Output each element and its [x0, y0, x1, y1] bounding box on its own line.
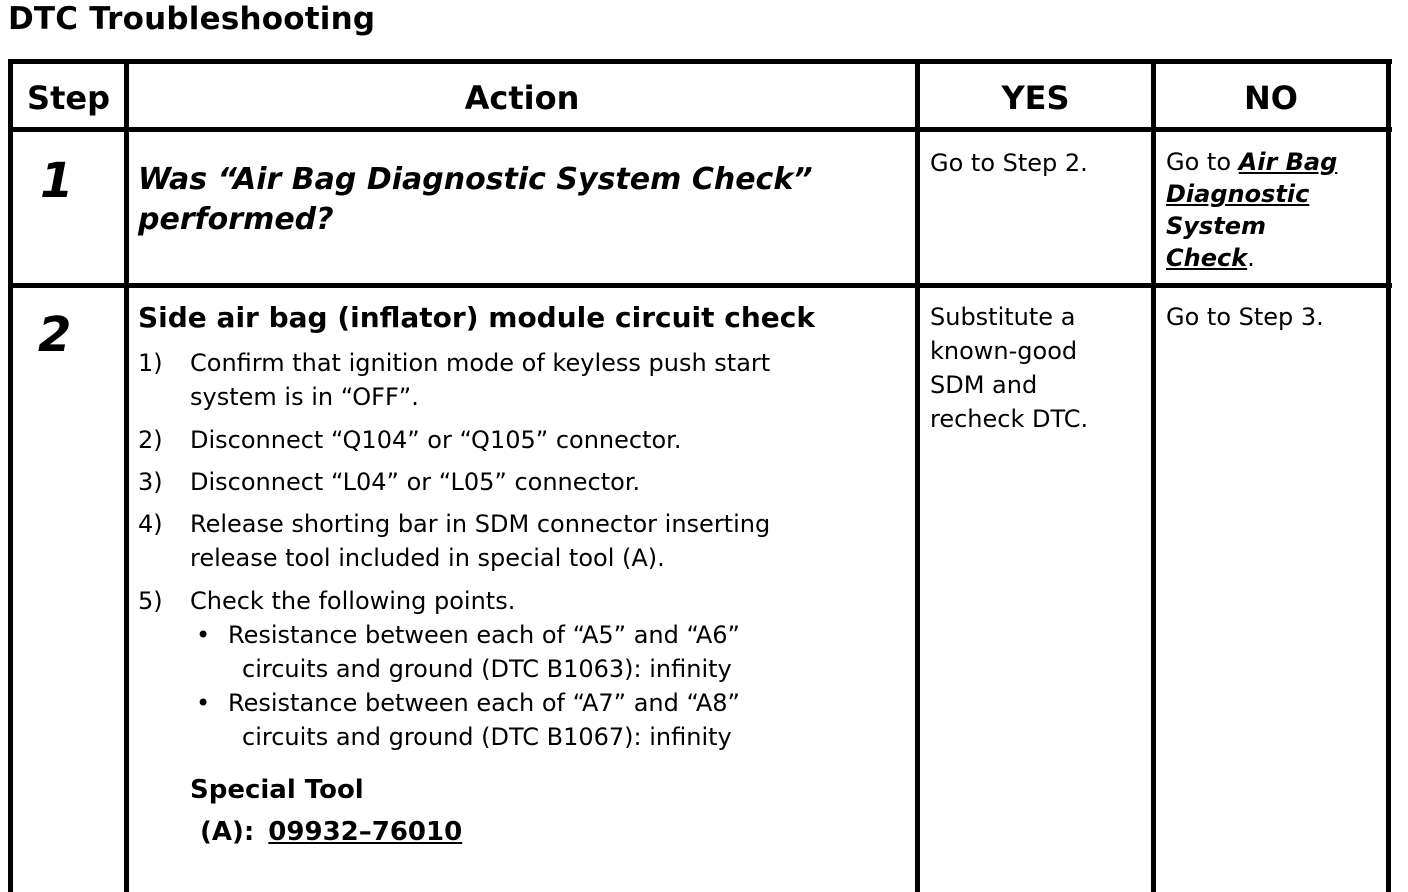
question-line: Was “Air Bag Diagnostic System Check” — [138, 162, 813, 197]
bullet-icon: • — [196, 621, 211, 649]
yes-line: recheck DTC. — [930, 405, 1089, 433]
special-tool-label: Special Tool — [190, 775, 364, 805]
step-number: 1 — [40, 153, 74, 209]
list-item: Disconnect “Q104” or “Q105” connector. — [190, 426, 682, 454]
bullet-item: Resistance between each of “A5” and “A6” — [228, 621, 740, 649]
special-tool-code-link[interactable]: 09932–76010 — [268, 817, 463, 847]
special-tool-ref — [200, 815, 462, 849]
no-line — [1166, 146, 1337, 178]
page-title: DTC Troubleshooting — [8, 1, 376, 37]
air-bag-system-check-link[interactable]: Diagnostic — [1166, 180, 1310, 208]
yes-cell-text — [930, 300, 1088, 436]
list-item-number: 3) — [138, 468, 163, 496]
header-step: Step — [27, 79, 110, 117]
air-bag-system-check-link[interactable]: System — [1166, 212, 1266, 240]
no-line — [1166, 242, 1255, 274]
header-no: NO — [1244, 79, 1298, 117]
list-item: Check the following points. — [190, 587, 516, 615]
row-divider — [8, 283, 1392, 288]
table-border-top — [8, 59, 1392, 64]
step-number: 2 — [38, 307, 72, 363]
bullet-item-continuation: circuits and ground (DTC B1067): infinity — [242, 723, 732, 751]
column-divider — [915, 59, 920, 892]
yes-line: known-good — [930, 337, 1078, 365]
bullet-item-continuation: circuits and ground (DTC B1063): infinity — [242, 655, 732, 683]
yes-cell-text: Go to Step 2. — [930, 149, 1088, 177]
air-bag-system-check-link[interactable]: Air Bag — [1238, 148, 1338, 176]
table-border-right — [1386, 59, 1391, 892]
no-cell-text — [1166, 146, 1337, 274]
list-item: Disconnect “L04” or “L05” connector. — [190, 468, 641, 496]
list-item-line: Release shorting bar in SDM connector inserting — [190, 510, 771, 538]
question-line: performed? — [138, 202, 334, 237]
list-item — [190, 346, 770, 414]
no-suffix: . — [1247, 244, 1255, 272]
yes-line: SDM and — [930, 371, 1038, 399]
list-item-number: 1) — [138, 349, 163, 377]
special-tool-id: (A): — [200, 817, 255, 847]
bullet-icon: • — [196, 689, 211, 717]
column-divider — [124, 59, 129, 892]
bullet-item: Resistance between each of “A7” and “A8” — [228, 689, 740, 717]
list-item — [190, 507, 770, 575]
column-divider — [1151, 59, 1156, 892]
air-bag-system-check-link[interactable]: Check — [1166, 244, 1248, 272]
header-yes: YES — [1001, 79, 1070, 117]
header-action: Action — [464, 79, 580, 117]
step-question — [138, 160, 813, 240]
list-item-line: system is in “OFF”. — [190, 383, 419, 411]
header-divider — [8, 127, 1392, 132]
list-item-number: 5) — [138, 587, 163, 615]
list-item-number: 2) — [138, 426, 163, 454]
list-item-number: 4) — [138, 510, 163, 538]
no-prefix: Go to — [1166, 148, 1239, 176]
step-title: Side air bag (inflator) module circuit check — [138, 301, 816, 334]
list-item-line: Confirm that ignition mode of keyless push start — [190, 349, 771, 377]
yes-line: Substitute a — [930, 303, 1076, 331]
no-cell-text: Go to Step 3. — [1166, 303, 1324, 331]
table-border-left — [8, 59, 13, 892]
list-item-line: release tool included in special tool (A). — [190, 544, 665, 572]
